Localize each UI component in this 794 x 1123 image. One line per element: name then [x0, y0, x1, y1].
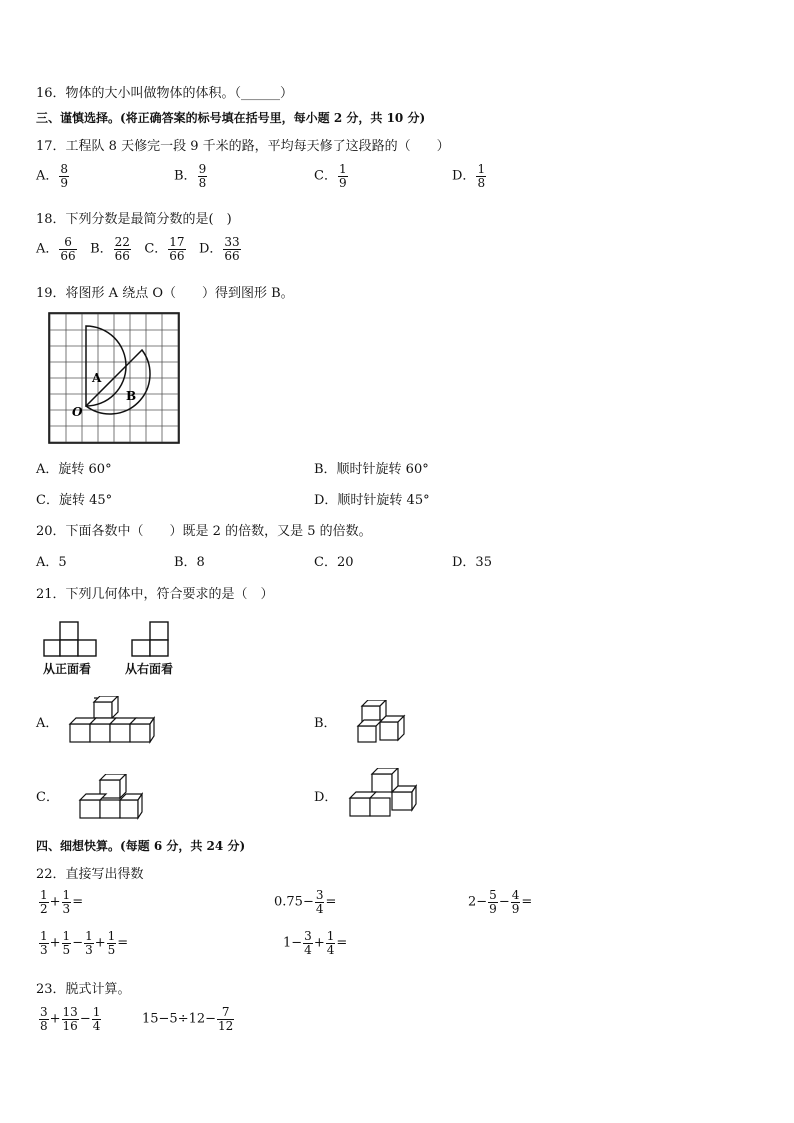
section-4-heading: 四、细想快算。(每题 6 分，共 24 分) [36, 839, 246, 853]
q19-option-a: A．旋转 60° [36, 462, 112, 477]
rotation-grid-figure [48, 312, 184, 444]
q17-option-b: B． $\frac{9}{8}$ [174, 162, 207, 190]
q21-option-b: B． [314, 716, 337, 731]
right-view-figure [130, 620, 180, 660]
q20-option-b: B．8 [174, 555, 205, 570]
question-17-stem: 17．工程队 8 天修完一段 9 千米的路，平均每天修了这段路的（ ） [36, 139, 450, 154]
q22-expression-2: 0.75− $\frac{3}{4}$ = [274, 888, 337, 916]
fraction: $\frac{22}{66}$ [114, 235, 130, 263]
q17-option-c: C． $\frac{1}{9}$ [314, 162, 347, 190]
question-23-stem: 23．脱式计算。 [36, 982, 131, 997]
q21-option-c-solid [78, 774, 144, 820]
q23-expression-2: 15−5÷12− $\frac{7}{12}$ [142, 1005, 234, 1033]
q20-option-d: D．35 [452, 555, 492, 570]
q19-option-c: C．旋转 45° [36, 493, 113, 508]
question-22-stem: 22．直接写出得数 [36, 867, 144, 882]
fraction: $\frac{6}{66}$ [60, 235, 76, 263]
front-view-figure [42, 620, 112, 660]
q22-expression-5: 1− $\frac{3}{4}$ + $\frac{1}{4}$ = [283, 929, 348, 957]
q22-expression-4: $\frac{1}{3}$ + $\frac{1}{5}$ − $\frac{1}{3}$ + $\frac{1}{5}$ = [40, 929, 129, 957]
q21-option-a: A． [36, 716, 59, 731]
label-a: A [92, 371, 102, 385]
q22-expression-3: 2− $\frac{5}{9}$ − $\frac{4}{9}$ = [468, 888, 533, 916]
q21-option-d-solid [348, 768, 418, 820]
question-20-stem: 20．下面各数中（ ）既是 2 的倍数，又是 5 的倍数。 [36, 524, 372, 539]
fraction: $\frac{17}{66}$ [169, 235, 185, 263]
q20-option-c: C．20 [314, 555, 354, 570]
fraction: $\frac{8}{9}$ [60, 162, 69, 190]
right-view-label: 从右面看 [125, 662, 174, 676]
fraction: $\frac{33}{66}$ [224, 235, 240, 263]
q21-option-b-solid [354, 700, 406, 746]
question-21-stem: 21．下列几何体中，符合要求的是（ ） [36, 587, 274, 602]
fraction: $\frac{9}{8}$ [198, 162, 207, 190]
label-o: O [72, 405, 83, 419]
q17-option-a: A． $\frac{8}{9}$ [36, 162, 69, 190]
q23-expression-1: $\frac{3}{8}$ + $\frac{13}{16}$ − $\frac{1}{4}$ [40, 1005, 101, 1033]
fraction: $\frac{1}{9}$ [338, 162, 347, 190]
q17-option-d: D． $\frac{1}{8}$ [452, 162, 486, 190]
q19-option-b: B．顺时针旋转 60° [314, 462, 429, 477]
label-b: B [126, 389, 137, 403]
q19-option-d: D．顺时针旋转 45° [314, 493, 430, 508]
q20-option-a: A．5 [36, 555, 67, 570]
question-19-stem: 19．将图形 A 绕点 O（ ）得到图形 B。 [36, 286, 294, 301]
q18-options: A． $\frac{6}{66}$ B． $\frac{22}{66}$ C． $\frac{17}{66}$ D． $\frac{33}{66}$ [36, 235, 240, 263]
question-18-stem: 18．下列分数是最简分数的是( ) [36, 212, 232, 227]
front-view-label: 从正面看 [43, 662, 92, 676]
q21-option-c: C． [36, 790, 59, 805]
q21-option-a-solid [68, 696, 156, 748]
question-16: 16．物体的大小叫做物体的体积。（______） [36, 86, 294, 101]
fraction: $\frac{1}{8}$ [477, 162, 486, 190]
q22-expression-1: $\frac{1}{2}$ + $\frac{1}{3}$ = [40, 888, 84, 916]
section-3-heading: 三、谨慎选择。(将正确答案的标号填在括号里，每小题 2 分，共 10 分) [36, 111, 426, 125]
q21-option-d: D． [314, 790, 338, 805]
